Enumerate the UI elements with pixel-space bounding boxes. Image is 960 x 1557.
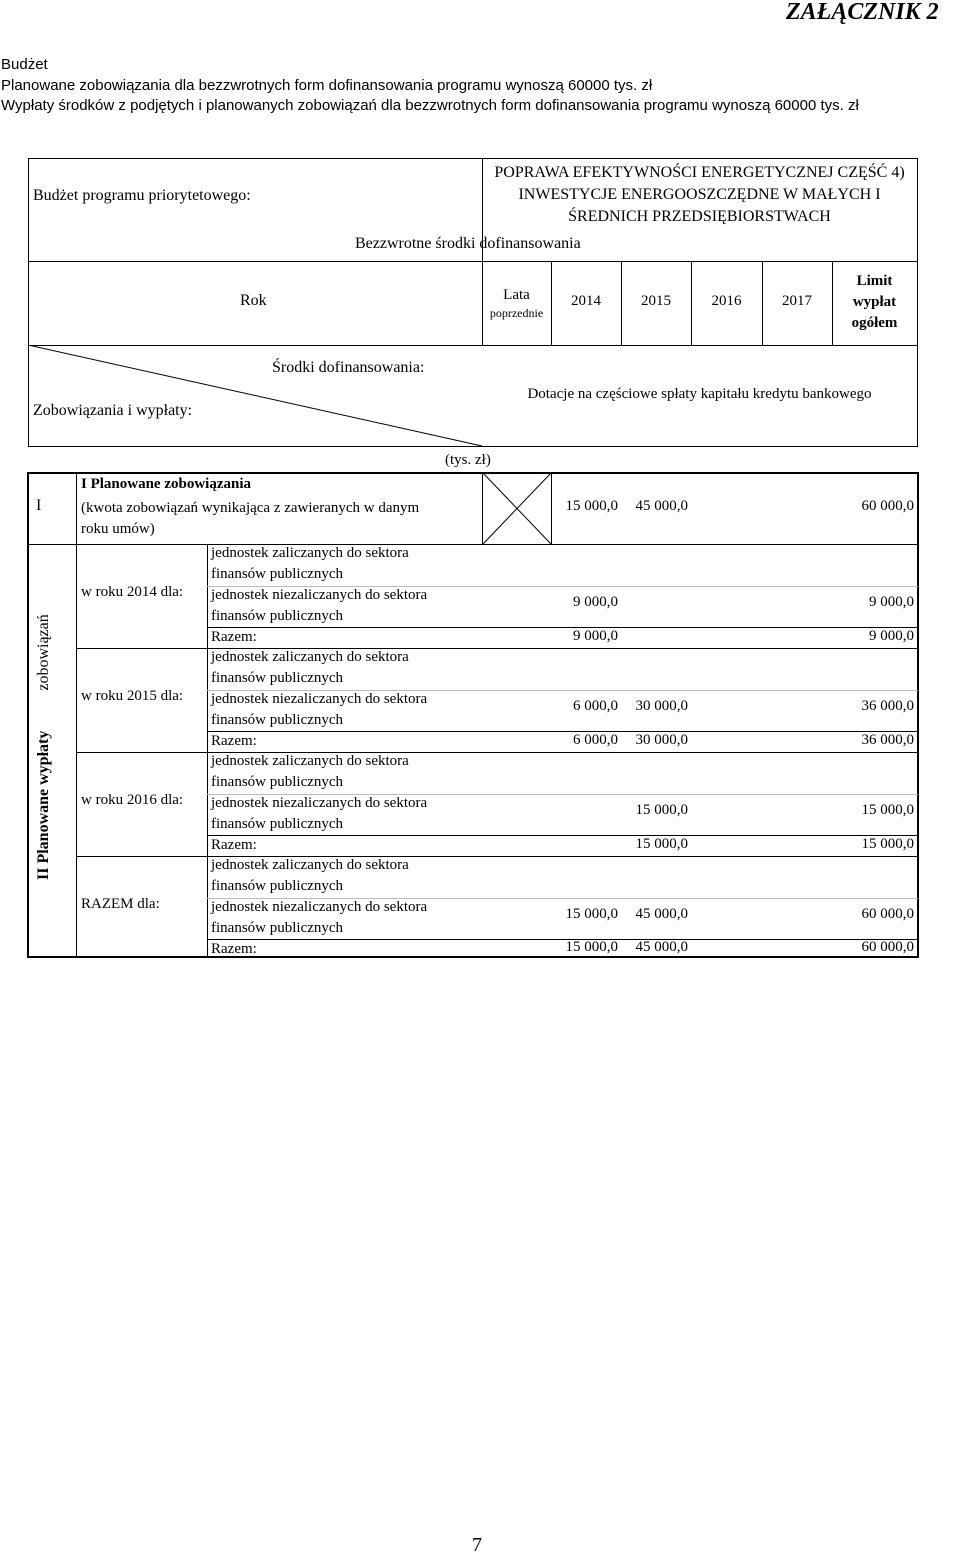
year-2016: 2016 (711, 293, 742, 309)
section2-vertical-label-main: II Planowane wypłaty (35, 730, 52, 880)
group-2016-nzal-2: finansów publicznych (211, 816, 344, 832)
rall-nzal-total: 60 000,0 (861, 906, 914, 922)
group-2014-nzal-2: finansów publicznych (211, 608, 344, 624)
intro-line-1: Budżet (1, 56, 48, 73)
limit-label-2: wypłat (852, 294, 897, 310)
zobowiazania-label: Zobowiązania i wypłaty: (33, 402, 193, 419)
r2015-razem-2014: 6 000,0 (573, 732, 618, 748)
r2016-nzal-2015: 15 000,0 (635, 802, 688, 818)
dotacje-label: Dotacje na częściowe spłaty kapitału kredytu bankowego (527, 386, 872, 402)
r2014-razem-2014: 9 000,0 (573, 628, 618, 644)
group-2016-zal-2: finansów publicznych (211, 774, 344, 790)
group-2015-razem: Razem: (211, 733, 257, 749)
section1-value-2014: 15 000,0 (565, 498, 618, 514)
section1-desc-1: (kwota zobowiązań wynikająca z zawieranych w danym (81, 500, 420, 516)
group-razem-razem: Razem: (211, 941, 257, 957)
srodki-label: Środki dofinansowania: (272, 359, 425, 376)
group-razem-zal-1: jednostek zaliczanych do sektora (211, 857, 409, 873)
program-title-3: ŚREDNICH PRZEDSIĘBIORSTWACH (568, 208, 831, 225)
r2014-razem-total: 9 000,0 (869, 628, 914, 644)
group-razem-label: RAZEM dla: (81, 896, 160, 912)
unit-label: (tys. zł) (445, 452, 491, 468)
rok-label: Rok (240, 292, 267, 309)
section1-desc-2: roku umów) (81, 521, 155, 537)
page-number: 7 (472, 1534, 482, 1556)
r2016-razem-2015: 15 000,0 (635, 836, 688, 852)
r2015-nzal-total: 36 000,0 (861, 698, 914, 714)
section1-roman: I (36, 497, 42, 514)
budget-label: Budżet programu priorytetowego: (33, 187, 251, 204)
section2-vertical-label-sub: zobowiązań (35, 614, 52, 691)
program-title-1: POPRAWA EFEKTYWNOŚCI ENERGETYCZNEJ CZĘŚĆ 4) (494, 164, 905, 181)
rall-nzal-2014: 15 000,0 (565, 906, 618, 922)
intro-line-2: Planowane zobowiązania dla bezzwrotnych form dofinansowania programu wynoszą 60000 tys. zł (1, 77, 653, 94)
group-2015-nzal-2: finansów publicznych (211, 712, 344, 728)
lata-poprzednie-crossed-cell (482, 472, 552, 545)
group-2015-nzal-1: jednostek niezaliczanych do sektora (211, 691, 428, 707)
lata-sublabel: poprzednie (489, 306, 544, 320)
year-2015: 2015 (641, 293, 671, 309)
group-2014-zal-1: jednostek zaliczanych do sektora (211, 545, 409, 561)
rall-razem-2014: 15 000,0 (565, 939, 618, 955)
intro-line-3: Wypłaty środków z podjętych i planowanych zobowiązań dla bezzwrotnych form dofinansowania programu wynoszą 60000 tys. zł (1, 97, 859, 114)
group-razem-nzal-1: jednostek niezaliczanych do sektora (211, 899, 428, 915)
section1-value-total: 60 000,0 (861, 498, 914, 514)
group-2015-label: w roku 2015 dla: (81, 688, 184, 704)
r2014-nzal-total: 9 000,0 (869, 594, 914, 610)
year-2014: 2014 (571, 293, 601, 309)
group-2016-zal-1: jednostek zaliczanych do sektora (211, 753, 409, 769)
r2015-razem-2015: 30 000,0 (635, 732, 688, 748)
attachment-label: ZAŁĄCZNIK 2 (786, 0, 939, 25)
group-razem-nzal-2: finansów publicznych (211, 920, 344, 936)
r2016-nzal-total: 15 000,0 (861, 802, 914, 818)
rall-razem-total: 60 000,0 (861, 939, 914, 955)
funding-type-label: Bezzwrotne środki dofinansowania (355, 235, 581, 252)
group-2014-zal-2: finansów publicznych (211, 566, 344, 582)
group-2015-zal-1: jednostek zaliczanych do sektora (211, 649, 409, 665)
group-2016-label: w roku 2016 dla: (81, 792, 184, 808)
group-2016-razem: Razem: (211, 837, 257, 853)
section1-value-2015: 45 000,0 (635, 498, 688, 514)
program-title-2: INWESTYCJE ENERGOOSZCZĘDNE W MAŁYCH I (518, 186, 881, 203)
lata-label: Lata (503, 287, 530, 303)
r2015-nzal-2014: 6 000,0 (573, 698, 618, 714)
group-2015-zal-2: finansów publicznych (211, 670, 344, 686)
r2016-razem-total: 15 000,0 (861, 836, 914, 852)
rall-nzal-2015: 45 000,0 (635, 906, 688, 922)
group-2014-razem: Razem: (211, 629, 257, 645)
group-razem-zal-2: finansów publicznych (211, 878, 344, 894)
limit-label-3: ogółem (851, 315, 898, 331)
limit-label-1: Limit (856, 273, 893, 289)
r2014-nzal-2014: 9 000,0 (573, 594, 618, 610)
group-2014-label: w roku 2014 dla: (81, 584, 184, 600)
section1-title: I Planowane zobowiązania (81, 476, 252, 492)
group-2016-nzal-1: jednostek niezaliczanych do sektora (211, 795, 428, 811)
r2015-nzal-2015: 30 000,0 (635, 698, 688, 714)
section2-vertical-label (35, 614, 53, 880)
rall-razem-2015: 45 000,0 (635, 939, 688, 955)
year-2017: 2017 (782, 293, 812, 309)
group-2014-nzal-1: jednostek niezaliczanych do sektora (211, 587, 428, 603)
r2015-razem-total: 36 000,0 (861, 732, 914, 748)
